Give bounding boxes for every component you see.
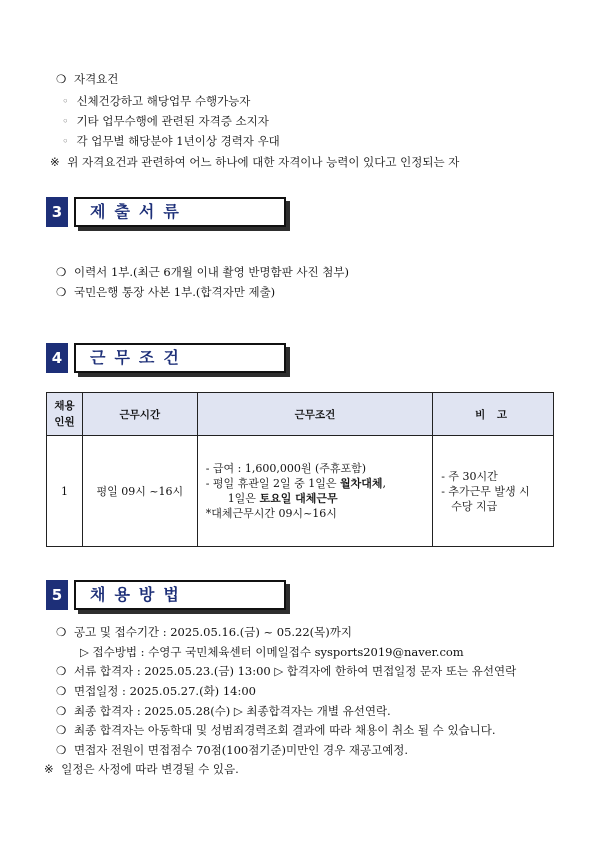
dot-bullet-icon: ◦ — [62, 94, 69, 108]
circle-bullet-icon: ❍ — [56, 285, 67, 299]
holiday-line-2: 1일은 토요일 대체근무 — [227, 492, 338, 505]
cell-hours: 평일 09시 ~16시 — [82, 436, 197, 547]
circle-bullet-icon: ❍ — [56, 664, 67, 678]
circle-bullet-icon: ❍ — [56, 704, 67, 718]
alt-hours-line: *대체근무시간 09시~16시 — [205, 507, 337, 520]
reference-mark-icon: ※ — [44, 762, 54, 776]
qualifications-heading: ❍ 자격요건 — [56, 72, 119, 86]
table-header-row — [47, 393, 554, 436]
pay-line: - 급여 : 1,600,000원 (주휴포함) — [205, 462, 367, 475]
header-hours: 근무시간 — [82, 393, 197, 436]
recruit-item: ❍ 면접일정 : 2025.05.27.(화) 14:00 — [56, 684, 256, 698]
recruit-item: ❍ 최종 합격자 : 2025.05.28(수) ▷ 최종합격자는 개별 유선연락. — [56, 704, 391, 718]
section-number: 4 — [46, 343, 68, 373]
reference-mark-icon: ※ — [50, 155, 60, 169]
cell-notes: - 주 30시간 - 추가근무 발생 시 수당 지급 — [433, 436, 554, 547]
recruit-item: ▷ 접수방법 : 수영구 국민체육센터 이메일접수 sysports2019@naver.com — [80, 645, 464, 659]
recruit-item: ❍ 서류 합격자 : 2025.05.23.(금) 13:00 ▷ 합격자에 한하여 면접일정 문자 또는 유선연락 — [56, 664, 517, 678]
circle-bullet-icon: ❍ — [56, 625, 67, 639]
document-item: ❍ 이력서 1부.(최근 6개월 이내 촬영 반명함판 사진 첨부) — [56, 265, 349, 279]
cell-conditions — [197, 436, 433, 547]
qualification-note: ※ 위 자격요건과 관련하여 어느 하나에 대한 자격이나 능력이 있다고 인정되는 자 — [50, 155, 460, 169]
qualification-item: ◦ 각 업무별 해당분야 1년이상 경력자 우대 — [62, 134, 280, 148]
dot-bullet-icon: ◦ — [62, 134, 69, 148]
recruit-item: ❍ 공고 및 접수기간 : 2025.05.16.(금) ~ 05.22(목)까지 — [56, 625, 352, 639]
header-conditions: 근무조건 — [197, 393, 433, 436]
qualification-item: ◦ 신체건강하고 해당업무 수행가능자 — [62, 94, 251, 108]
dot-bullet-icon: ◦ — [62, 114, 69, 128]
section-title: 제출서류 — [74, 197, 286, 227]
section-number: 3 — [46, 197, 68, 227]
circle-bullet-icon: ❍ — [56, 723, 67, 737]
work-conditions-table — [46, 392, 554, 547]
qualification-item: ◦ 기타 업무수행에 관련된 자격증 소지자 — [62, 114, 269, 128]
section-title: 채용방법 — [74, 580, 286, 610]
recruit-item: ❍ 면접자 전원이 면접점수 70점(100점기준)미만인 경우 재공고예정. — [56, 743, 409, 757]
section-number: 5 — [46, 580, 68, 610]
circle-bullet-icon: ❍ — [56, 72, 67, 86]
header-notes: 비 고 — [433, 393, 554, 436]
document-item: ❍ 국민은행 통장 사본 1부.(합격자만 제출) — [56, 285, 276, 299]
circle-bullet-icon: ❍ — [56, 684, 67, 698]
header-count: 채용 인원 — [47, 393, 83, 436]
table-row — [47, 436, 554, 547]
circle-bullet-icon: ❍ — [56, 265, 67, 279]
cell-count: 1 — [47, 436, 83, 547]
recruit-item: ❍ 최종 합격자는 아동학대 및 성범죄경력조회 결과에 따라 채용이 취소 될 수 있습니다. — [56, 723, 496, 737]
section-title: 근무조건 — [74, 343, 286, 373]
holiday-line: - 평일 휴관일 2일 중 1일은 월차대체, — [205, 477, 387, 490]
schedule-note: ※ 일정은 사정에 따라 변경될 수 있음. — [44, 762, 239, 776]
circle-bullet-icon: ❍ — [56, 743, 67, 757]
